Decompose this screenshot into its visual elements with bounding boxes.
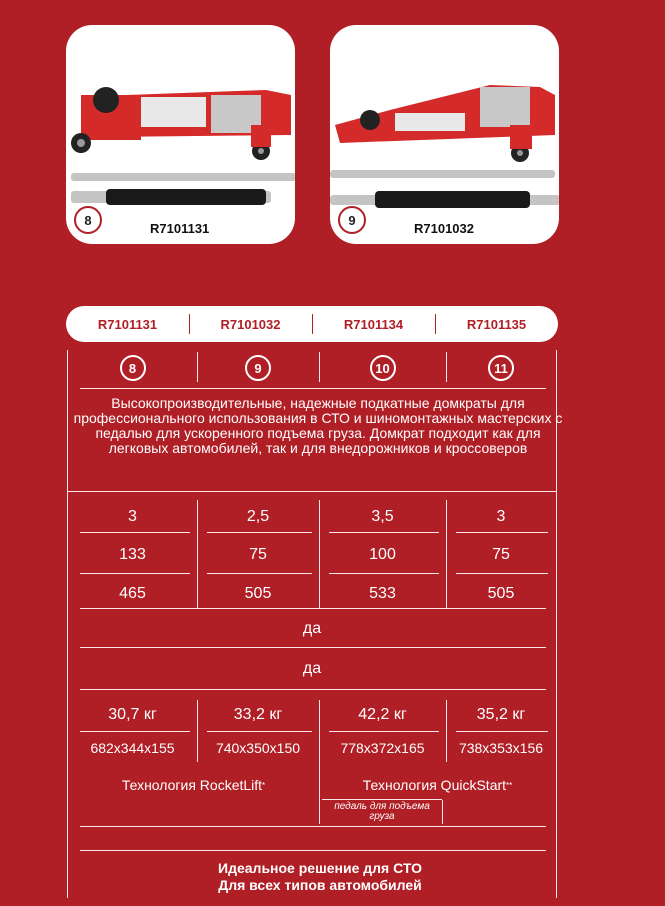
header-model-1: R7101131 [97,316,158,332]
header-model-4: R7101135 [466,316,527,332]
technology-left-label: Технология RocketLift [121,777,263,793]
number-circle: 8 [120,355,146,381]
number-circle: 10 [370,355,396,381]
row-divider [456,532,548,533]
row-divider [80,388,546,389]
min-height-value: 75 [249,546,267,563]
technology-right [319,774,556,796]
row-divider [329,731,439,732]
row-divider [80,731,190,732]
header-model-3: R7101134 [343,316,404,332]
footer-line-1: Идеальное решение для СТО [218,860,422,876]
dimensions-value: 740x350x150 [215,740,301,756]
footer-line-2: Для всех типов автомобилей [218,877,422,893]
dimensions-value: 738x353x156 [458,740,544,756]
row-divider [329,532,439,533]
weight-value: 30,7 кг [108,706,157,723]
row-divider [207,573,312,574]
number-cell [446,354,556,382]
footnote-mark: ** [506,780,513,790]
row-divider [80,573,190,574]
row-divider [80,826,546,827]
card-product-code: R7101131 [150,221,210,236]
row-divider [456,573,548,574]
dimensions-value: 778x372x165 [340,740,425,756]
footer-tagline [70,860,570,894]
max-height-value: 505 [244,585,272,602]
max-height-value: 465 [119,585,146,602]
min-height-value: 100 [369,546,396,563]
row-divider [80,608,546,609]
product-description: Высокопроизводительные, надежные подкатные домкраты для профессионального использования в СТО и шиномонтажных мастерских с педалью для ускоренного подъема груза. Домкрат подходит как для легковых автомобилей, так и для внедорожников и кроссоверов [73,395,563,456]
product-card-1 [66,25,295,244]
full-row-value-1: да [302,620,322,637]
row-divider [80,532,190,533]
card-number-badge: 8 [74,206,102,234]
row-divider [329,573,439,574]
min-height-value: 75 [492,546,510,563]
capacity-value: 3 [496,508,506,525]
column-divider [442,800,443,824]
row-divider [456,731,548,732]
floor-jack-image [66,25,295,244]
max-height-value: 533 [369,585,396,602]
full-row-value-2: да [302,660,322,677]
row-divider [80,689,546,690]
min-height-value: 133 [119,546,146,563]
header-model-2: R7101032 [220,316,281,332]
model-header-bar [66,306,558,342]
number-circle: 11 [488,355,514,381]
weight-value: 33,2 кг [233,706,283,723]
row-divider [207,731,312,732]
row-divider [80,647,546,648]
number-circle: 9 [245,355,271,381]
weight-value: 42,2 кг [358,706,407,723]
number-cell [319,354,446,382]
row-divider [80,850,546,851]
row-divider [207,532,312,533]
floor-jack-image [330,25,559,244]
weight-value: 35,2 кг [476,706,526,723]
product-card-2 [330,25,559,244]
technology-left [68,774,319,796]
row-divider [322,799,442,800]
number-cell [68,354,197,382]
card-number-badge: 9 [338,206,366,234]
capacity-value: 3 [128,508,137,525]
card-product-code: R7101032 [414,221,474,236]
max-height-value: 505 [487,585,515,602]
capacity-value: 2,5 [246,508,270,525]
technology-right-label: Технология QuickStart [362,777,507,793]
capacity-value: 3,5 [371,508,394,525]
number-cell [197,354,319,382]
pedal-note: педаль для подъема груза [334,801,430,822]
footnote-mark: * [262,780,266,790]
row-divider [68,491,556,492]
dimensions-value: 682x344x155 [90,740,175,756]
